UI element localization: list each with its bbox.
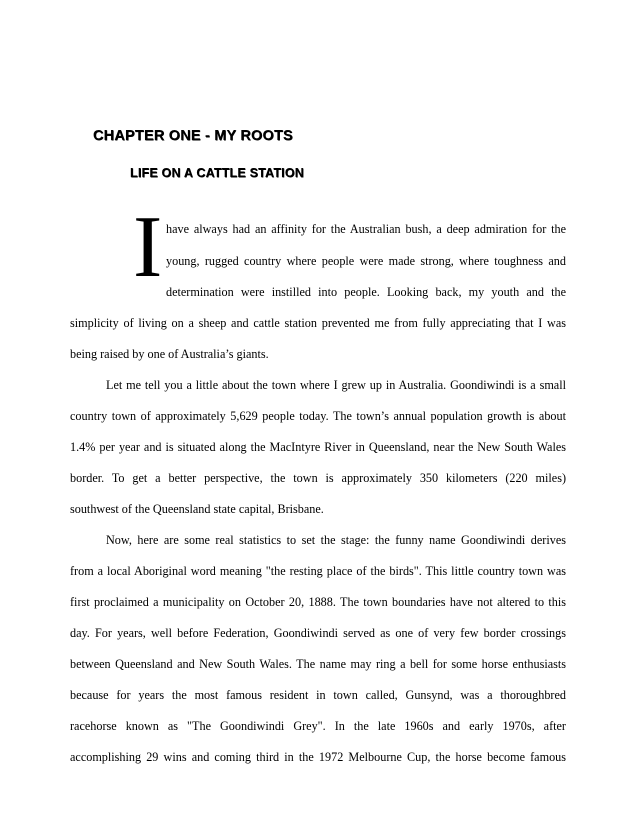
body-line: racehorse known as "The Goondiwindi Grey". In the late 1960s and early 1970s, after [70,719,566,733]
body-line: have always had an affinity for the Australian bush, a deep admiration for the [166,222,566,236]
body-line: between Queensland and New South Wales. The name may ring a bell for some horse enthusiasts [70,657,566,671]
body-line: first proclaimed a municipality on October 20, 1888. The town boundaries have not altered to this [70,595,566,609]
body-line: border. To get a better perspective, the town is approximately 350 kilometers (220 miles) [70,471,566,485]
chapter-subtitle: LIFE ON A CATTLE STATION [130,166,304,180]
chapter-title: CHAPTER ONE - MY ROOTS [93,128,293,144]
body-line: 1.4% per year and is situated along the MacIntyre River in Queensland, near the New South Wales [70,440,566,454]
body-line: determination were instilled into people. Looking back, my youth and the [166,285,566,299]
body-line: country town of approximately 5,629 people today. The town’s annual population growth is about [70,409,566,423]
body-line: simplicity of living on a sheep and cattle station prevented me from fully appreciating that I was [70,316,566,330]
body-line: southwest of the Queensland state capital, Brisbane. [70,502,324,516]
body-line: Now, here are some real statistics to set the stage: the funny name Goondiwindi derives [106,533,566,547]
body-line: because for years the most famous resident in town called, Gunsynd, was a thoroughbred [70,688,566,702]
body-line: Let me tell you a little about the town where I grew up in Australia. Goondiwindi is a small [106,378,566,392]
body-line: being raised by one of Australia’s giants. [70,347,269,361]
body-line: day. For years, well before Federation, Goondiwindi served as one of very few border crossings [70,626,566,640]
body-line: young, rugged country where people were made strong, where toughness and [166,254,566,268]
body-line: from a local Aboriginal word meaning "the resting place of the birds". This little country town was [70,564,566,578]
drop-cap: I [133,199,163,296]
body-line: accomplishing 29 wins and coming third in the 1972 Melbourne Cup, the horse become famous [70,750,566,764]
